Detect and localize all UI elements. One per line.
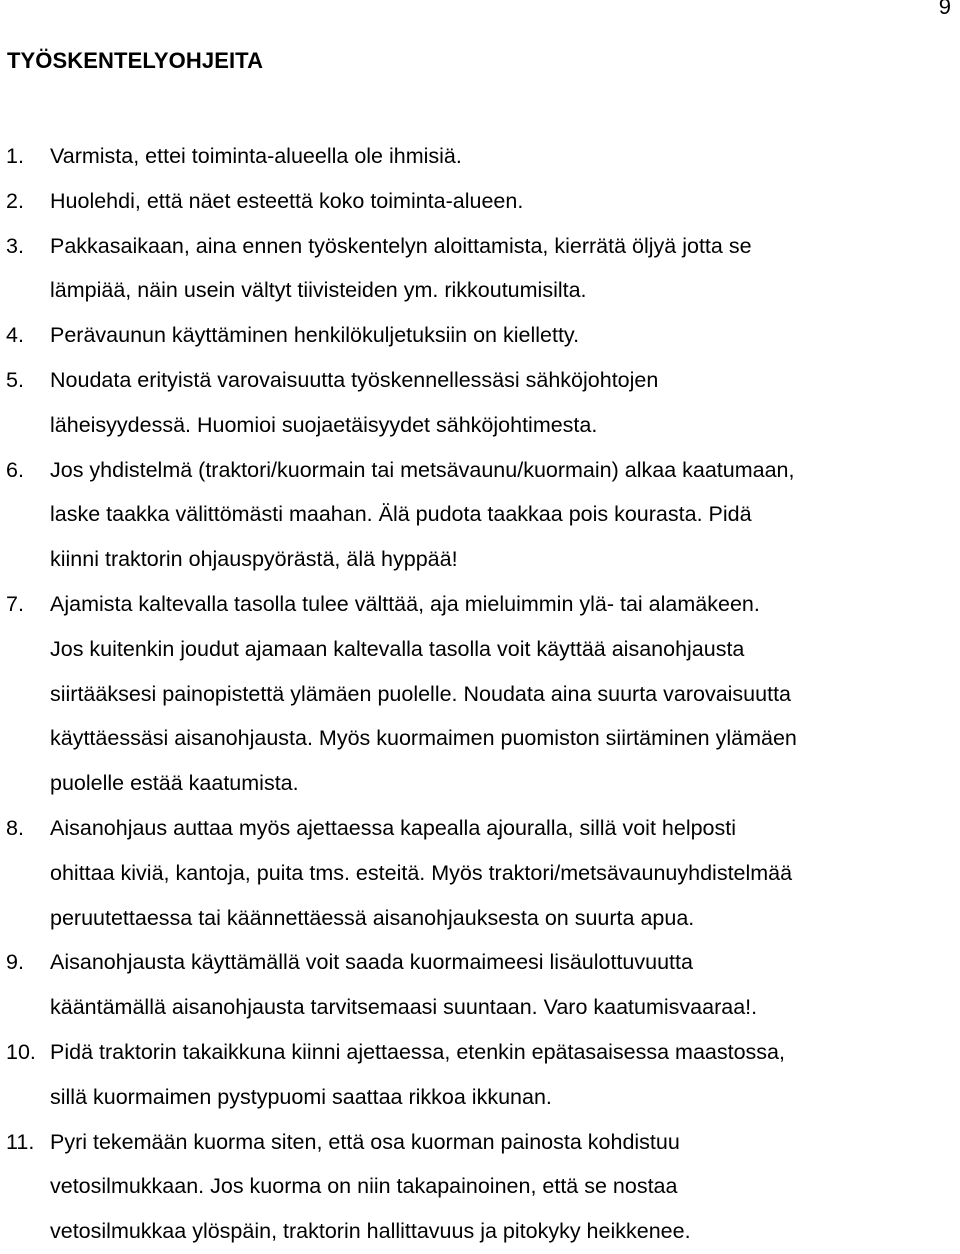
item-number: 11. (6, 1129, 35, 1154)
item-text-line: Varmista, ettei toiminta-alueella ole ihmisiä. (50, 144, 462, 168)
item-text-line: Pyri tekemään kuorma siten, että osa kuorman painosta kohdistuu (50, 1129, 680, 1154)
item-number: 9. (6, 950, 24, 975)
item-number: 1. (6, 144, 24, 168)
instruction-item (0, 313, 960, 358)
item-text-line: Huolehdi, että näet esteettä koko toiminta-alueen. (50, 188, 524, 213)
item-number: 2. (6, 188, 24, 213)
item-text-line: Jos yhdistelmä (traktori/kuormain tai metsävaunu/kuormain) alkaa kaatumaan, (50, 457, 795, 482)
item-text-line: siirtääksesi painopistettä ylämäen puolelle. Noudata aina suurta varovaisuutta (50, 681, 791, 706)
instruction-item (0, 940, 960, 1030)
item-text-line: Pakkasaikaan, aina ennen työskentelyn aloittamista, kierrätä öljyä jotta se (50, 233, 752, 258)
item-text-line: kääntämällä aisanohjausta tarvitsemaasi suuntaan. Varo kaatumisvaaraa!. (50, 995, 758, 1020)
instruction-item (0, 179, 960, 224)
item-text-line: lämpiää, näin usein vältyt tiivisteiden ym. rikkoutumisilta. (50, 278, 587, 303)
item-number: 3. (6, 233, 24, 258)
item-number: 6. (6, 457, 24, 482)
instruction-item (0, 448, 960, 582)
instruction-item (0, 1030, 960, 1120)
instruction-item (0, 582, 960, 806)
instruction-item (0, 358, 960, 448)
instructions-list (0, 134, 960, 1254)
item-text-line: laske taakka välittömästi maahan. Älä pudota taakkaa pois kourasta. Pidä (50, 502, 752, 527)
item-number: 7. (6, 591, 24, 616)
item-text-line: vetosilmukkaan. Jos kuorma on niin takapainoinen, että se nostaa (50, 1174, 678, 1199)
instruction-item (0, 224, 960, 314)
item-text-line: käyttäessäsi aisanohjausta. Myös kuormaimen puomiston siirtäminen ylämäen (50, 726, 797, 751)
item-text-line: Jos kuitenkin joudut ajamaan kaltevalla tasolla voit käyttää aisanohjausta (50, 636, 745, 661)
item-text-line: peruutettaessa tai käännettäessä aisanohjauksesta on suurta apua. (50, 905, 695, 930)
item-text-line: Aisanohjausta käyttämällä voit saada kuormaimeesi lisäulottuvuutta (50, 950, 693, 975)
instruction-item (0, 134, 960, 179)
item-text-line: Perävaunun käyttäminen henkilökuljetuksiin on kielletty. (50, 323, 580, 348)
item-number: 10. (6, 1039, 36, 1064)
item-number: 5. (6, 367, 24, 392)
item-text-line: Pidä traktorin takaikkuna kiinni ajettaessa, etenkin epätasaisessa maastossa, (50, 1039, 785, 1064)
item-text-line: Aisanohjaus auttaa myös ajettaessa kapealla ajouralla, sillä voit helposti (50, 815, 737, 840)
item-text-line: läheisyydessä. Huomioi suojaetäisyydet sähköjohtimesta. (50, 412, 598, 437)
item-text-line: ohittaa kiviä, kantoja, puita tms. esteitä. Myös traktori/metsävaunuyhdistelmää (50, 860, 793, 885)
page-number: 9 (938, 0, 951, 19)
item-text-line: puolelle estää kaatumista. (50, 771, 299, 796)
item-text-line: sillä kuormaimen pystypuomi saattaa rikkoa ikkunan. (50, 1084, 552, 1109)
item-text-line: Ajamista kaltevalla tasolla tulee välttää, aja mieluimmin ylä- tai alamäkeen. (50, 591, 760, 616)
instruction-item (0, 1120, 960, 1254)
item-number: 4. (6, 323, 24, 348)
item-number: 8. (6, 815, 24, 840)
item-text-line: Noudata erityistä varovaisuutta työskennellessäsi sähköjohtojen (50, 367, 659, 392)
instruction-item (0, 806, 960, 940)
page-title: TYÖSKENTELYOHJEITA (7, 48, 264, 73)
item-text-line: vetosilmukkaa ylöspäin, traktorin hallittavuus ja pitokyky heikkenee. (50, 1219, 691, 1244)
item-text-line: kiinni traktorin ohjauspyörästä, älä hyppää! (50, 547, 458, 572)
